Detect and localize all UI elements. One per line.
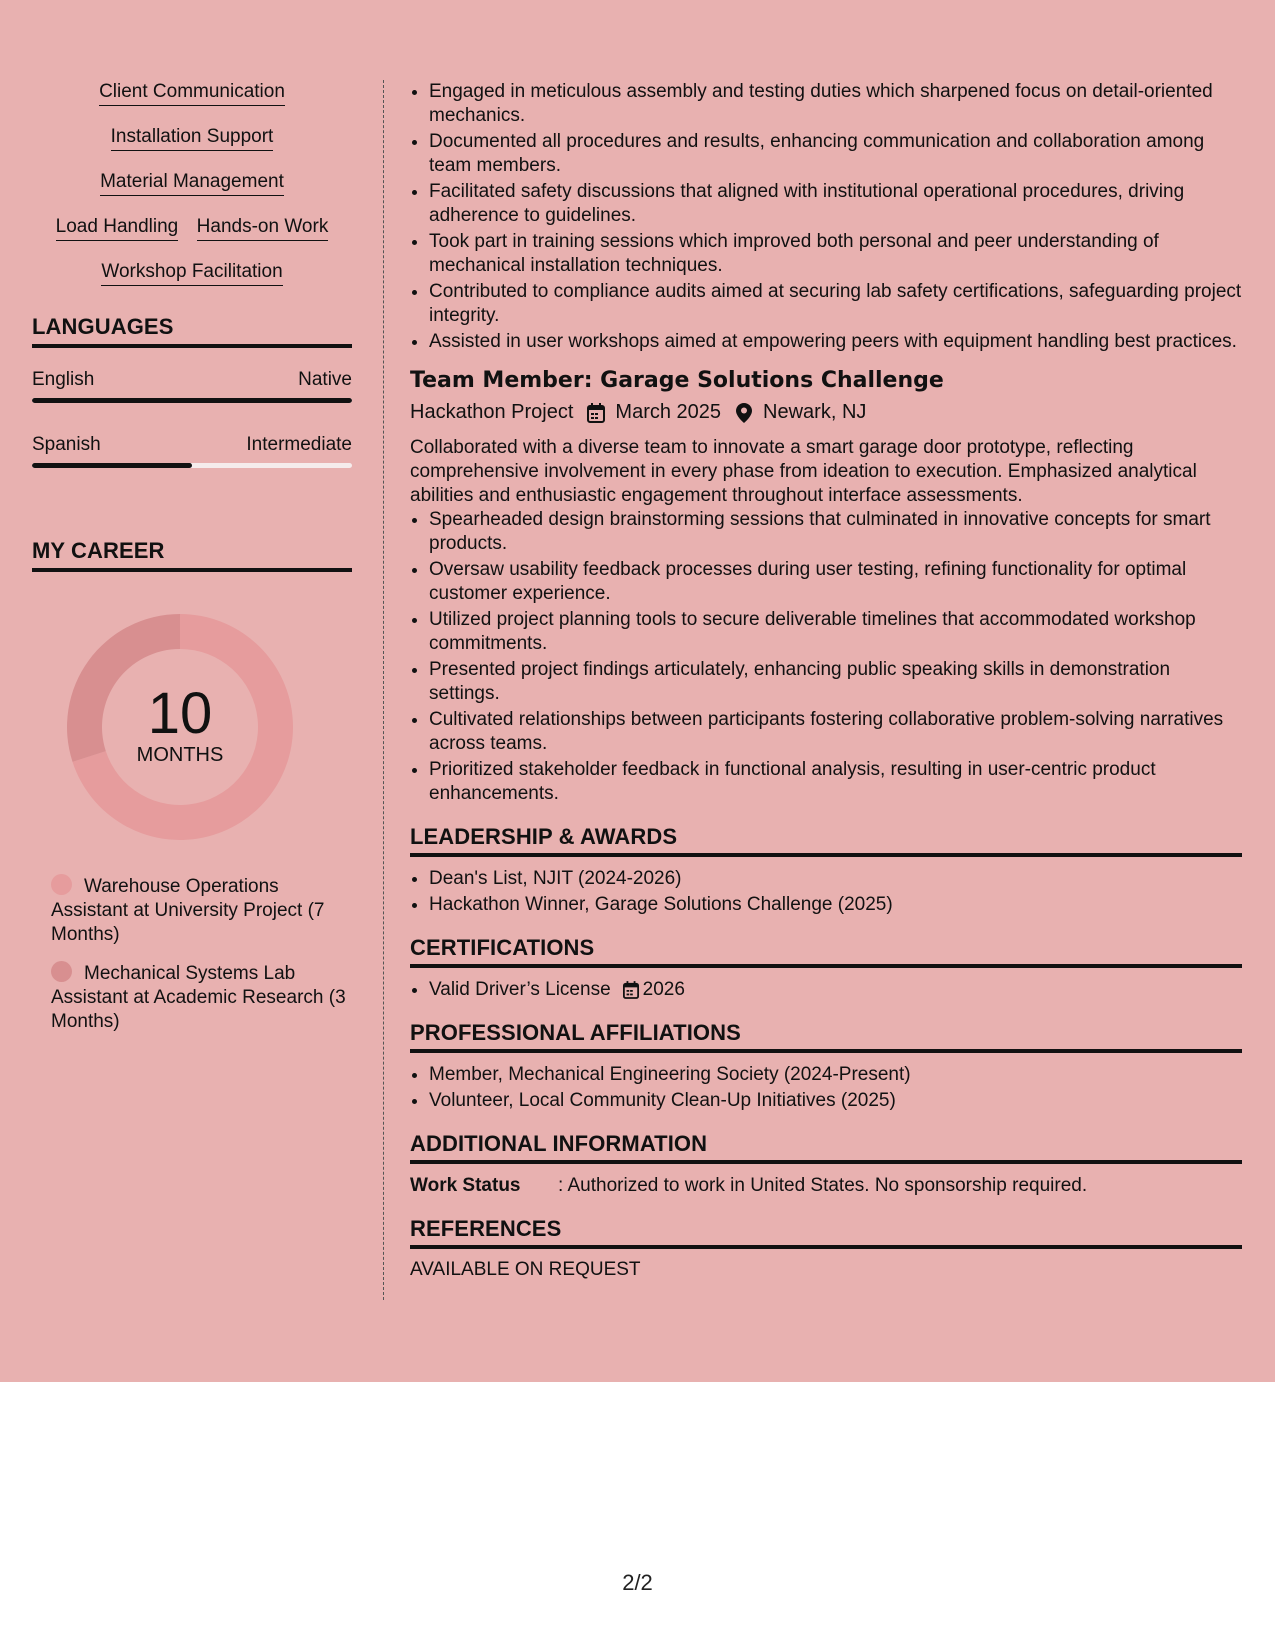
- references-section: [410, 1216, 1242, 1281]
- skill-row: [32, 80, 352, 106]
- language-item: [32, 368, 352, 403]
- additional-title: ADDITIONAL INFORMATION: [410, 1131, 1242, 1164]
- awards-section: [410, 824, 1242, 917]
- skill-tag: Material Management: [100, 170, 284, 196]
- career-donut-chart: [67, 614, 293, 840]
- language-name: Spanish: [32, 434, 101, 455]
- bullet-item: • Took part in training sessions which improved both personal and peer understanding of mechanical installation techniques.: [429, 230, 1242, 278]
- language-name: English: [32, 369, 95, 390]
- awards-title: LEADERSHIP & AWARDS: [410, 824, 1242, 857]
- work-status-label: Work Status: [410, 1175, 521, 1196]
- languages-title: LANGUAGES: [32, 314, 352, 348]
- language-item: [32, 433, 352, 468]
- language-bar-fill: [32, 463, 192, 468]
- bullet-item: • Prioritized stakeholder feedback in functional analysis, resulting in user-centric product enhancements.: [429, 758, 1242, 806]
- job-title: Team Member: Garage Solutions Challenge: [410, 368, 944, 393]
- award-item: • Hackathon Winner, Garage Solutions Challenge (2025): [429, 893, 1242, 917]
- legend-dot-icon: [51, 961, 72, 982]
- skills-list: [32, 80, 352, 286]
- calendar-icon: [623, 981, 639, 999]
- certification-item: [429, 978, 1242, 1002]
- bullet-item: • Utilized project planning tools to secure deliverable timelines that accommodated workshop commitments.: [429, 608, 1242, 656]
- skill-tag: Client Communication: [99, 80, 285, 106]
- affiliation-item: • Volunteer, Local Community Clean-Up Initiatives (2025): [429, 1089, 1242, 1113]
- language-level: Native: [298, 369, 352, 390]
- bullet-item: • Engaged in meticulous assembly and testing duties which sharpened focus on detail-oriented mechanics.: [429, 80, 1242, 128]
- skill-row: [32, 170, 352, 196]
- page-number: 2/2: [622, 1570, 653, 1595]
- legend-dot-icon: [51, 874, 72, 895]
- career-total-unit: MONTHS: [136, 744, 224, 766]
- references-text: AVAILABLE ON REQUEST: [410, 1259, 641, 1280]
- career-total-number: 10: [147, 681, 213, 746]
- map-pin-icon: [733, 402, 755, 424]
- career-legend-label: Warehouse Operations Assistant at University Project (7 Months): [51, 876, 325, 945]
- bullet-item: • Assisted in user workshops aimed at empowering peers with equipment handling best practices.: [429, 330, 1242, 354]
- career-legend: [32, 874, 352, 1034]
- career-legend-item: [51, 874, 352, 947]
- bullet-item: • Presented project findings articulately, enhancing public speaking skills in demonstration settings.: [429, 658, 1242, 706]
- career-title: MY CAREER: [32, 538, 352, 572]
- bullet-item: • Spearheaded design brainstorming sessions that culminated in innovative concepts for smart products.: [429, 508, 1242, 556]
- bullet-item: • Documented all procedures and results, enhancing communication and collaboration among team members.: [429, 130, 1242, 178]
- additional-section: [410, 1131, 1242, 1198]
- skill-tag: Hands-on Work: [197, 215, 329, 241]
- skill-tag: Workshop Facilitation: [101, 260, 282, 286]
- job-bullets: [410, 508, 1242, 806]
- job-date: March 2025: [615, 401, 722, 423]
- language-bar-fill: [32, 398, 352, 403]
- career-legend-label: Mechanical Systems Lab Assistant at Academic Research (3 Months): [51, 963, 346, 1032]
- work-status-value: : Authorized to work in United States. No sponsorship required.: [558, 1175, 1088, 1196]
- references-title: REFERENCES: [410, 1216, 1242, 1249]
- job-org: Hackathon Project: [410, 401, 574, 423]
- bullet-item: • Oversaw usability feedback processes during user testing, refining functionality for optimal customer experience.: [429, 558, 1242, 606]
- certifications-title: CERTIFICATIONS: [410, 935, 1242, 968]
- language-bar: [32, 463, 352, 468]
- skill-row: [32, 215, 352, 241]
- bullet-item: • Contributed to compliance audits aimed at securing lab safety certifications, safeguarding project integrity.: [429, 280, 1242, 328]
- skill-row: [32, 125, 352, 151]
- calendar-icon: [585, 402, 607, 424]
- skill-tag: Installation Support: [111, 125, 274, 151]
- certifications-section: [410, 935, 1242, 1002]
- job-meta: [410, 401, 1242, 424]
- skill-row: [32, 260, 352, 286]
- affiliation-item: • Member, Mechanical Engineering Society (2024-Present): [429, 1063, 1242, 1087]
- affiliations-section: [410, 1020, 1242, 1113]
- skill-tag: Load Handling: [56, 215, 179, 241]
- languages-section: [32, 314, 352, 468]
- affiliations-title: PROFESSIONAL AFFILIATIONS: [410, 1020, 1242, 1053]
- bullet-item: • Facilitated safety discussions that aligned with institutional operational procedures, driving adherence to guidelines.: [429, 180, 1242, 228]
- language-level: Intermediate: [246, 434, 352, 455]
- job-location: Newark, NJ: [763, 401, 867, 423]
- experience-bullets: [410, 80, 1242, 354]
- career-section: [32, 538, 352, 1034]
- certification-name: • Valid Driver’s License: [429, 979, 611, 1000]
- certification-year: 2026: [642, 979, 685, 1000]
- bullet-item: • Cultivated relationships between participants fostering collaborative problem-solving narratives across teams.: [429, 708, 1242, 756]
- job-description: Collaborated with a diverse team to innovate a smart garage door prototype, reflecting comprehensive involvement in every phase from ideation to execution. Emphasized analytical abilities and enthusiastic engagement throughout interface assessments.: [410, 437, 1197, 506]
- career-legend-item: [51, 961, 352, 1034]
- left-column: [32, 80, 352, 1048]
- column-divider: [383, 80, 384, 1300]
- award-item: • Dean's List, NJIT (2024-2026): [429, 867, 1242, 891]
- language-bar: [32, 398, 352, 403]
- right-column: [410, 80, 1242, 1281]
